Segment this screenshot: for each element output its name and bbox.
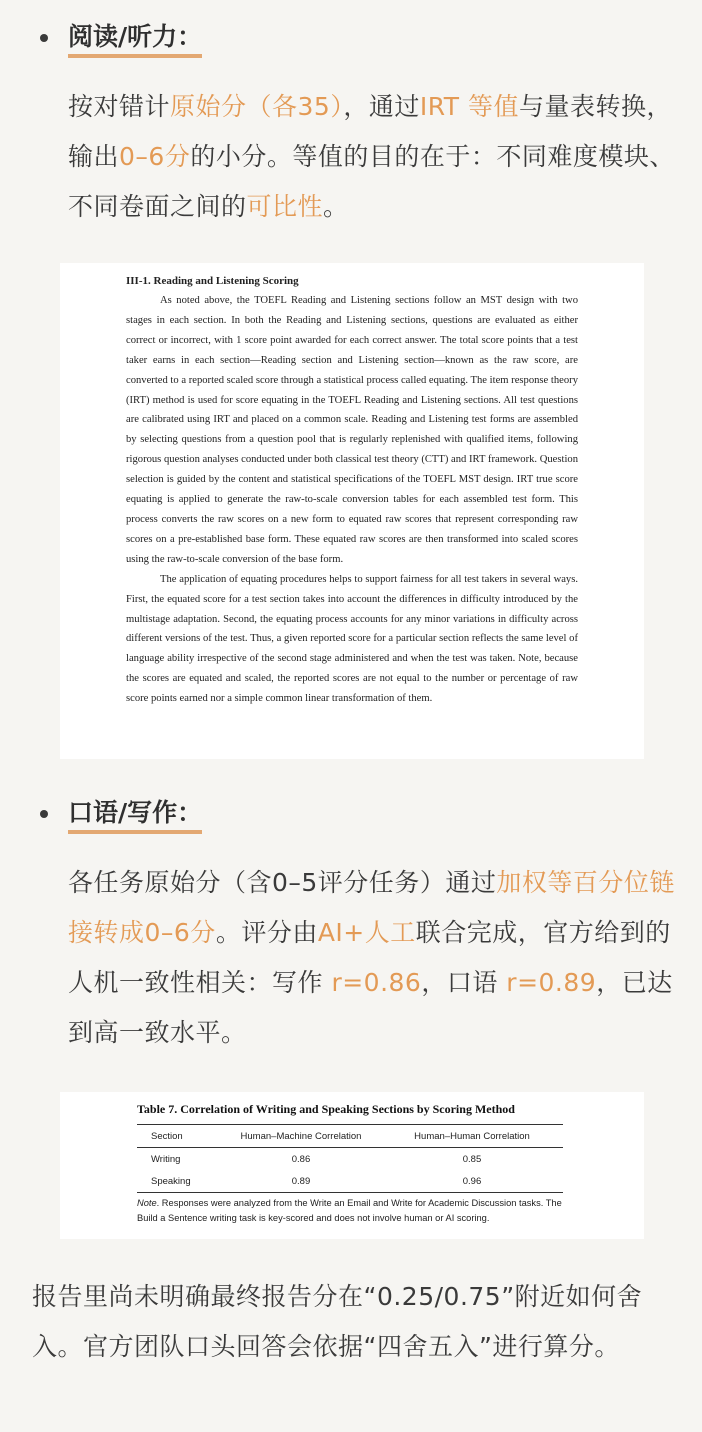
highlight-text: r=0.89 (506, 968, 597, 997)
section-heading (68, 796, 202, 830)
bullet-dot (40, 34, 48, 42)
bullet-reading-listening (40, 20, 202, 54)
reading-listening-paragraph (68, 82, 678, 232)
highlight-text: 可比性 (246, 192, 324, 221)
speaking-writing-paragraph (68, 858, 678, 1058)
highlight-text: IRT 等值 (419, 92, 519, 121)
table-note (137, 1196, 563, 1226)
section-heading (68, 20, 202, 54)
excerpt-heading: III-1. Reading and Listening Scoring (126, 275, 299, 287)
highlight-text: 原始分（各35） (170, 92, 344, 121)
report-excerpt-image (60, 263, 644, 759)
highlight-text: 0–6分 (119, 142, 191, 171)
excerpt-paragraph-1: As noted above, the TOEFL Reading and Listening sections follow an MST design with two stages in each section. In both the Reading and Listening sections, questions are evaluated as either correct or incorrect, with 1 score point awarded for each correct answer. The total score points that a test taker earns in each section—Reading section and Listening section—known as the raw score, are converted to a reported scaled score through a statistical process called equating. The item response theory (IRT) method is used for score equating in the TOEFL Reading and Listening sections. All test questions are calibrated using IRT and placed on a common scale. Reading and Listening test forms are assembled by selecting questions from a question pool that is regularly replenished with qualified items, following rigorous question analyses conducted under both classical test theory (CTT) and IRT framework. Question selection is guided by the content and statistical specifications of the TOEFL MST design. IRT true score equating is applied to generate the raw-to-scale conversion tables for each assembled test form. This process converts the raw scores on a new form to equated raw scores that represent corresponding raw scores on a pre-established base form. These equated raw scores are then transformed into scaled scores using the raw-to-scale conversion of the base form. (126, 295, 578, 565)
cell-human-human: 0.96 (462, 1175, 482, 1187)
paragraph-text: 的小分。等值的目的在于：不同难度模块、不同卷面之间的 (68, 142, 675, 221)
header-section: Section (151, 1130, 183, 1142)
note-text: . Responses were analyzed from the Write an Email and Write for Academic Discussion tasks. The Build a Sentence writing task is key-scored and does not involve human or AI scoring. (137, 1198, 562, 1223)
excerpt-paragraph-2: The application of equating procedures helps to support fairness for all test takers in several ways. First, the equated score for a test section takes into account the differences in difficulty introduced by the multistage adaptation. Second, the equating process accounts for any minor variations in difficulty across different versions of the test. Thus, a given reported score for a particular section reflects the same level of language ability irrespective of the second stage administered and when the test was taken. Note, because the scores are equated and scaled, the reported scores are not equal to the number or percentage of raw score points earned nor a simple common linear transformation of them. (126, 573, 578, 705)
header-human-human: Human–Human Correlation (414, 1130, 530, 1142)
heading-underline (68, 830, 202, 834)
heading-underline (68, 54, 202, 58)
paragraph-text: ，口语 (421, 968, 507, 997)
section-heading-text: 阅读/听力： (68, 22, 203, 51)
table-header-row (137, 1125, 563, 1147)
correlation-table (137, 1124, 563, 1226)
cell-section: Speaking (151, 1175, 191, 1187)
paragraph-text: 各任务原始分（含0–5评分任务）通过 (68, 868, 497, 897)
table-title: Table 7. Correlation of Writing and Speaking Sections by Scoring Method (137, 1102, 515, 1116)
highlight-text: r=0.86 (331, 968, 422, 997)
cell-section: Writing (151, 1153, 181, 1165)
correlation-table-image (60, 1092, 644, 1239)
paragraph-text: 按对错计 (68, 92, 171, 121)
cell-human-machine: 0.89 (291, 1175, 311, 1187)
bullet-speaking-writing (40, 796, 202, 830)
header-human-machine: Human–Machine Correlation (240, 1130, 362, 1142)
highlight-text: AI+人工 (317, 918, 416, 947)
note-label: Note (137, 1198, 157, 1208)
table-row (137, 1170, 563, 1192)
paragraph-text: 。评分由 (215, 918, 318, 947)
cell-human-human: 0.85 (462, 1153, 482, 1165)
bullet-dot (40, 810, 48, 818)
closing-paragraph: 报告里尚未明确最终报告分在“0.25/0.75”附近如何舍入。官方团队口头回答会依据“四舍五入”进行算分。 (32, 1282, 643, 1361)
paragraph-text: 。 (323, 192, 349, 221)
paragraph-text: ，已达到高一致水平。 (68, 968, 673, 1047)
paragraph-text: ，通过 (343, 92, 420, 121)
paragraph-text: 与量表转换，输出 (68, 92, 673, 171)
paragraph-text: 联合完成，官方给到的人机一致性相关：写作 (68, 918, 671, 997)
section-heading-text: 口语/写作： (68, 798, 203, 827)
cell-human-machine: 0.86 (291, 1153, 311, 1165)
table-row (137, 1148, 563, 1170)
table-rule (137, 1192, 563, 1193)
highlight-text: 加权等百分位链接转成0–6分 (68, 868, 675, 947)
